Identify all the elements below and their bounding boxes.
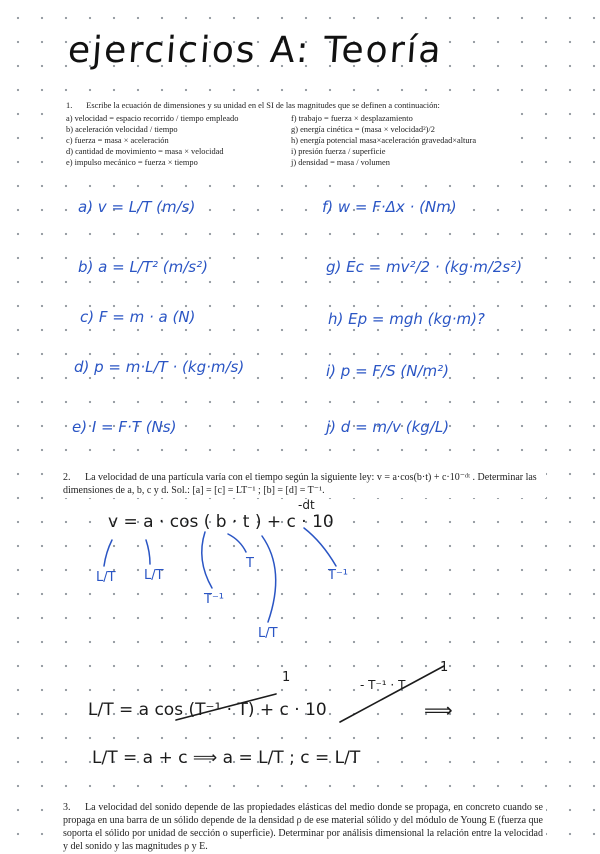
dimension-arrows bbox=[104, 528, 336, 622]
item-i: i) presión fuerza / superficie bbox=[291, 147, 386, 156]
arrow-v bbox=[104, 540, 112, 566]
exercise-number: 3. bbox=[63, 802, 71, 813]
dim-v: L/T bbox=[96, 570, 116, 585]
cancel-one-a: 1 bbox=[282, 670, 291, 685]
cancel-exponent bbox=[340, 666, 444, 722]
answer-d: d) p = m·L/T · (kg·m/s) bbox=[74, 358, 245, 376]
arrow-b bbox=[202, 532, 212, 588]
dim-a: L/T bbox=[144, 568, 164, 583]
line2-exponent: - T⁻¹ · T bbox=[360, 678, 406, 692]
equation-exponent: -dt bbox=[298, 498, 315, 512]
cancellation-lines bbox=[176, 666, 444, 722]
substitution-line: L/T = a cos (T⁻¹ · T) + c · 10 bbox=[88, 700, 327, 720]
item-d: d) cantidad de movimiento = masa × velocidad bbox=[66, 147, 224, 156]
item-f: f) trabajo = fuerza × desplazamiento bbox=[291, 114, 413, 123]
dim-t: T bbox=[246, 556, 254, 571]
answer-f: f) w = F·Δx · (Nm) bbox=[322, 198, 457, 216]
result-line: L/T = a + c ⟹ a = L/T ; c = L/T bbox=[92, 748, 361, 768]
item-h: h) energía potencial masa×aceleración gravedad×altura bbox=[291, 136, 477, 145]
answer-e: e) I = F·T (Ns) bbox=[72, 418, 177, 436]
arrow-t bbox=[228, 534, 246, 552]
page-title: ejercicios A: Teoría bbox=[66, 30, 445, 71]
item-j: j) densidad = masa / volumen bbox=[291, 158, 390, 167]
item-b: b) aceleración velocidad / tiempo bbox=[66, 125, 178, 134]
answer-c: c) F = m · a (N) bbox=[80, 308, 196, 326]
item-e: e) impulso mecánico = fuerza × tiempo bbox=[66, 158, 198, 167]
answer-b: b) a = L/T² (m/s²) bbox=[78, 258, 208, 276]
answer-a: a) v = L/T (m/s) bbox=[78, 198, 196, 216]
cancel-cos-arg bbox=[176, 694, 276, 720]
exercise-text: La velocidad de una partícula varía con el tiempo según la siguiente ley: v = a·cos(b·t) + c·10⁻ᵈᵗ . Determinar las dimensiones de a, b, c y d. Sol.: [a] = [c] = LT⁻¹ ; [b] = [d] = T⁻¹. bbox=[63, 472, 537, 496]
exercise-text: Escribe la ecuación de dimensiones y su unidad en el SI de las magnitudes que se definen a continuación: bbox=[86, 101, 440, 110]
exercise-number: 2. bbox=[63, 472, 71, 483]
arrow-a bbox=[146, 540, 150, 564]
equation-line: v = a · cos ( b · t ) + c · 10 bbox=[108, 512, 334, 532]
exercise-3-statement bbox=[60, 800, 546, 854]
dim-b: T⁻¹ bbox=[204, 592, 225, 607]
item-c: c) fuerza = masa × aceleración bbox=[66, 136, 169, 145]
dim-exp: T⁻¹ bbox=[328, 568, 349, 583]
exercise-text: La velocidad del sonido depende de las propiedades elásticas del medio donde se propaga, en concreto cuando se propaga en una barra de un sólido depende de la densidad ρ de ese material sólido y del módulo de Young E (fuerza que soporta el sólido por unidad de sección o superficie). Determinar por análisis dimensional la relación entre la velocidad y del sonido y las magnitudes ρ y E. bbox=[63, 802, 543, 852]
implies-arrow: ⟹ bbox=[424, 698, 453, 722]
arrow-exp bbox=[304, 528, 336, 566]
answer-h: h) Ep = mgh (kg·m)? bbox=[328, 310, 485, 328]
item-g: g) energía cinética = (masa × velocidad²)/2 bbox=[291, 125, 435, 134]
exercise-number: 1. bbox=[66, 101, 73, 110]
answer-j: j) d = m/v (kg/L) bbox=[326, 418, 450, 436]
arrow-c bbox=[262, 536, 276, 622]
answer-i: i) p = F/S (N/m²) bbox=[326, 362, 449, 380]
answer-g: g) Ec = mv²/2 · (kg·m/2s²) bbox=[326, 258, 523, 276]
item-a: a) velocidad = espacio recorrido / tiempo empleado bbox=[66, 114, 239, 123]
dim-c: L/T bbox=[258, 626, 278, 641]
cancel-one-b: 1 bbox=[440, 660, 449, 675]
